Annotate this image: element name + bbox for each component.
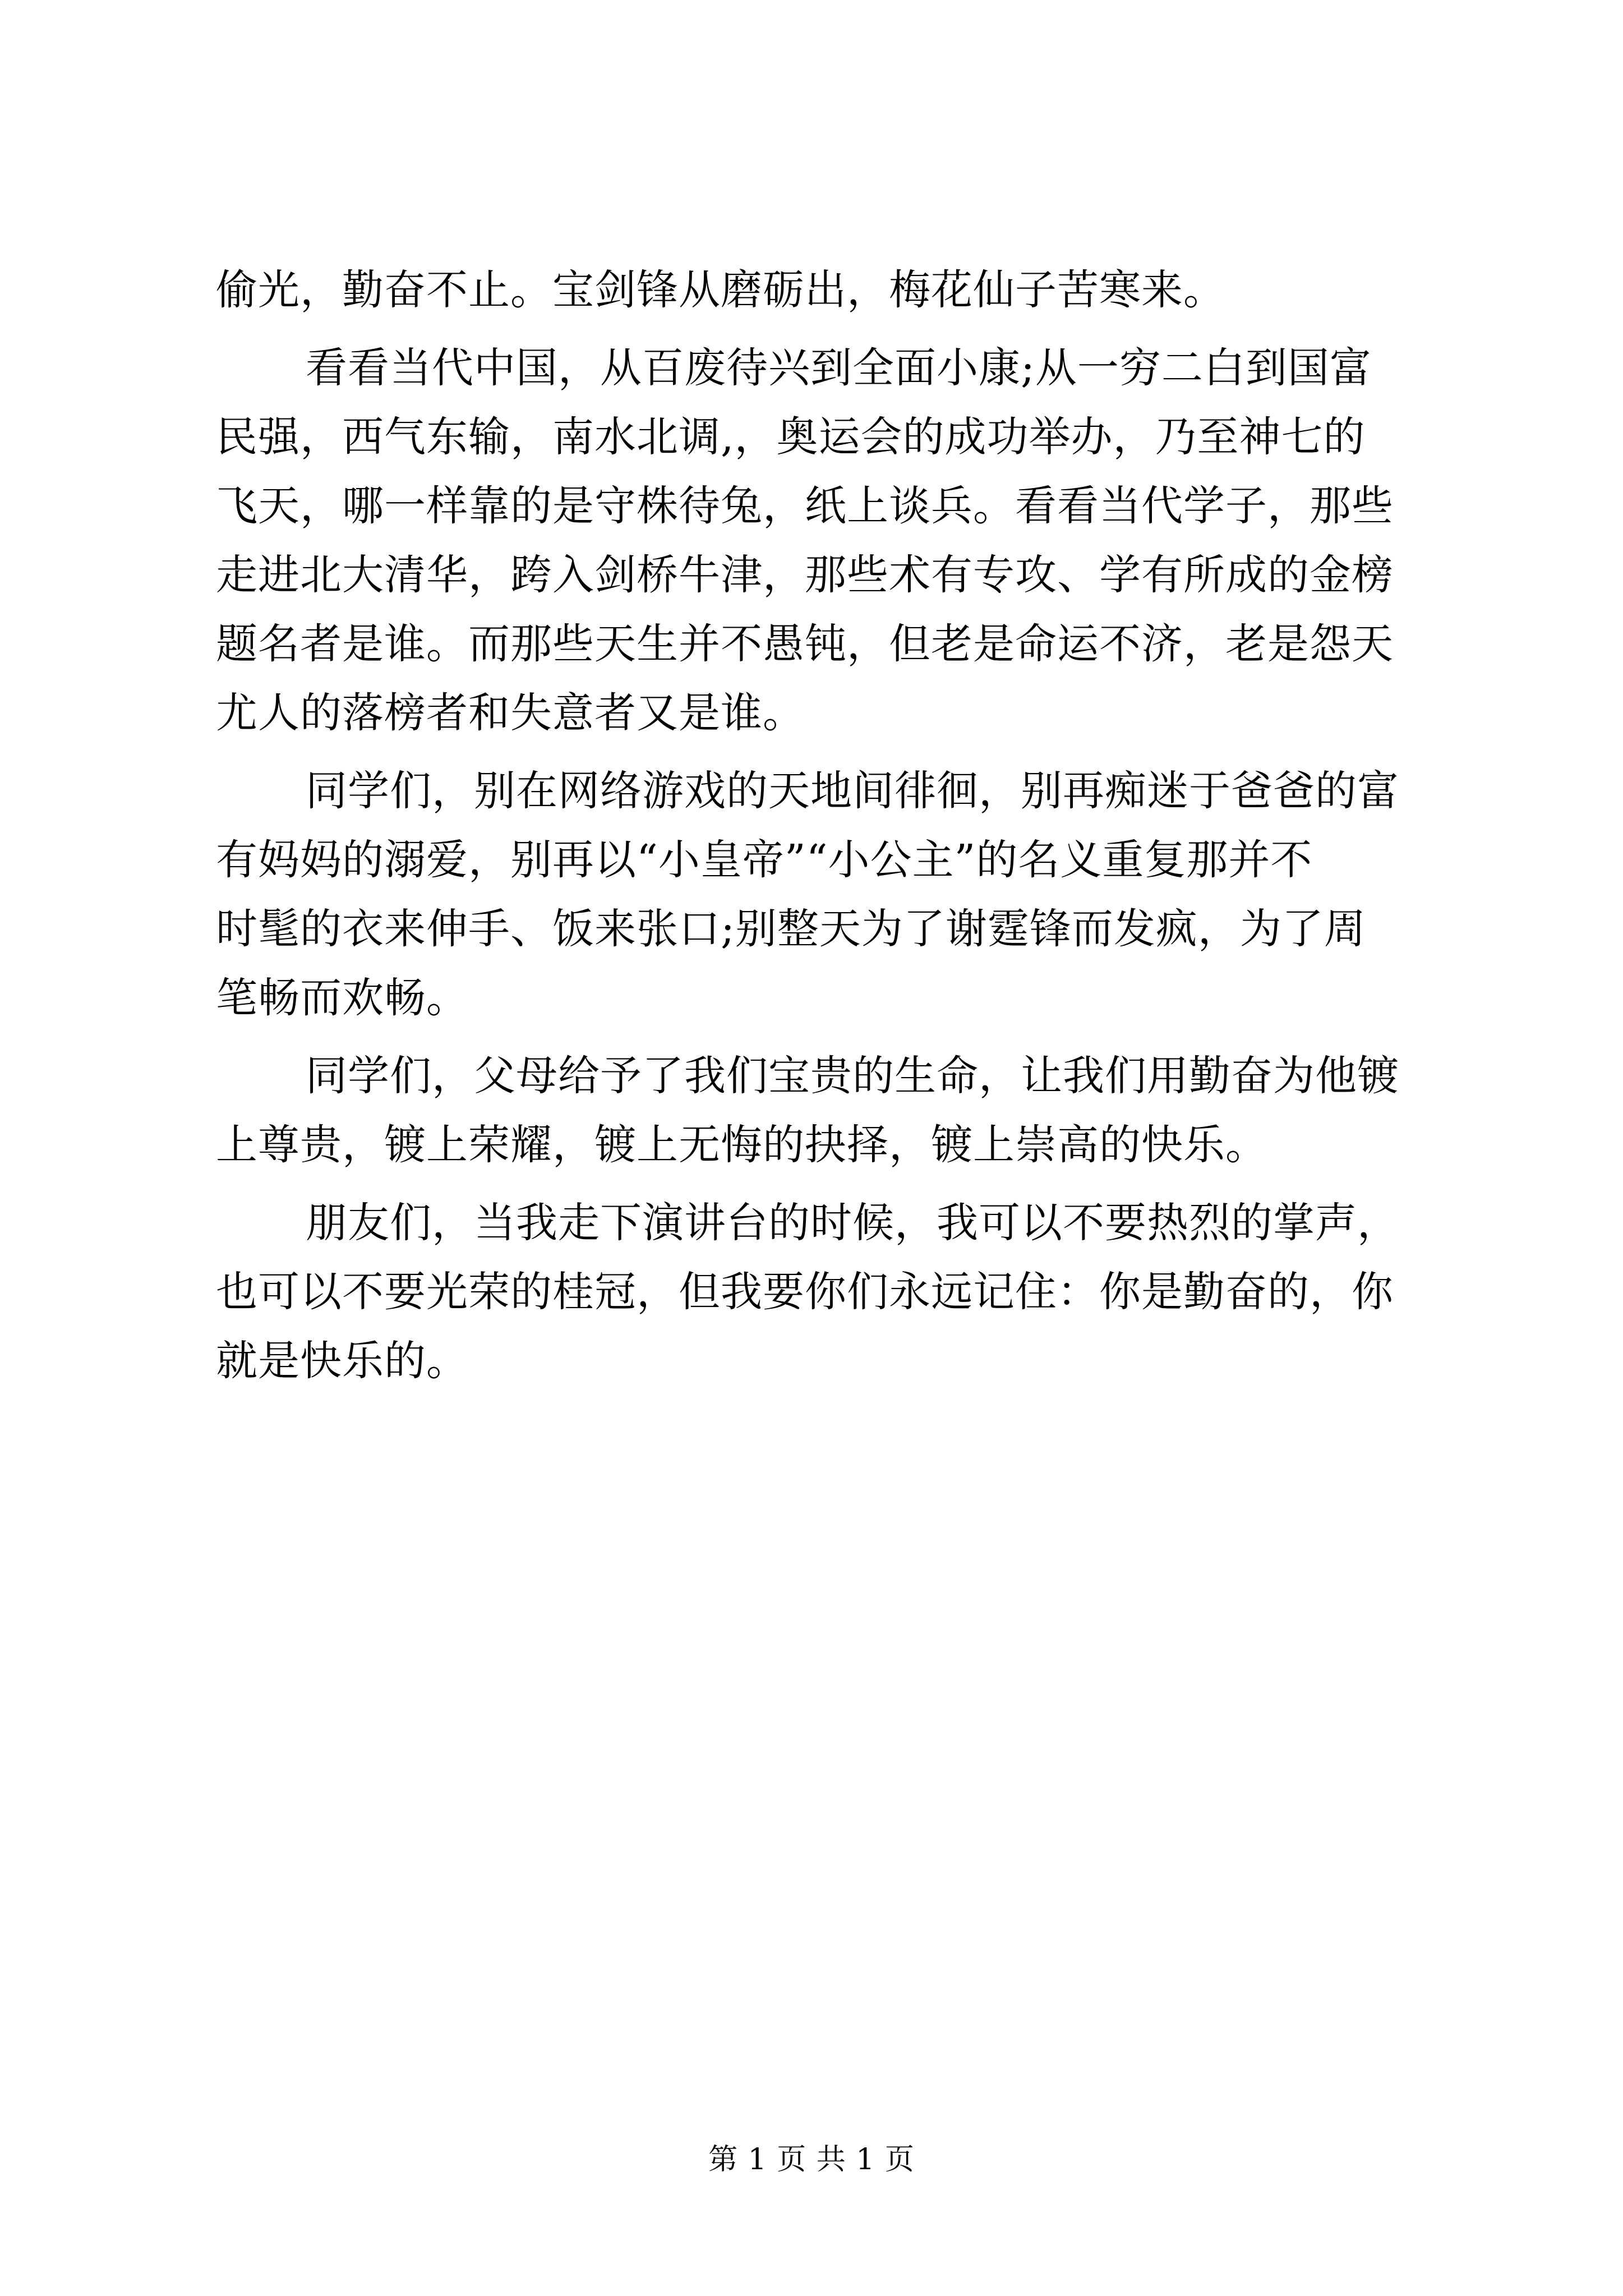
page-number-footer: 第 1 页 共 1 页	[708, 2143, 915, 2177]
text-line: 有妈妈的溺爱，别再以“小皇帝”“小公主”的名义重复那并不	[216, 836, 1313, 884]
text-line: 偷光，勤奋不止。宝剑锋从磨砺出，梅花仙子苦寒来。	[216, 266, 1225, 314]
text-line: 同学们，父母给予了我们宝贵的生命，让我们用勤奋为他镀	[306, 1052, 1399, 1100]
text-line: 上尊贵，镀上荣耀，镀上无悔的抉择，镀上崇高的快乐。	[216, 1121, 1267, 1169]
paragraph-2	[216, 334, 1436, 748]
paragraph-1	[216, 256, 1436, 325]
body-text	[216, 256, 1436, 1396]
text-line: 同学们，别在网络游戏的天地间徘徊，别再痴迷于爸爸的富	[306, 767, 1399, 815]
text-line: 时髦的衣来伸手、饭来张口;别整天为了谢霆锋而发疯，为了周	[216, 905, 1366, 953]
paragraph-4	[216, 1042, 1436, 1180]
text-line: 也可以不要光荣的桂冠，但我要你们永远记住：你是勤奋的，你	[216, 1268, 1394, 1316]
text-line: 看看当代中国，从百废待兴到全面小康;从一穷二白到国富	[306, 344, 1372, 392]
text-line: 朋友们，当我走下演讲台的时候，我可以不要热烈的掌声，	[306, 1199, 1399, 1247]
text-line: 尤人的落榜者和失意者又是谁。	[216, 689, 805, 737]
text-line: 走进北大清华，跨入剑桥牛津，那些术有专攻、学有所成的金榜	[216, 551, 1394, 599]
paragraph-5	[216, 1189, 1436, 1396]
text-line: 就是快乐的。	[216, 1337, 468, 1385]
text-line: 飞天，哪一样靠的是守株待兔，纸上谈兵。看看当代学子，那些	[216, 482, 1394, 530]
text-line: 题名者是谁。而那些天生并不愚钝，但老是命运不济，老是怨天	[216, 620, 1394, 668]
paragraph-3	[216, 757, 1436, 1033]
text-line: 民强，西气东输，南水北调,，奥运会的成功举办，乃至神七的	[216, 413, 1366, 461]
text-line: 笔畅而欢畅。	[216, 974, 468, 1022]
